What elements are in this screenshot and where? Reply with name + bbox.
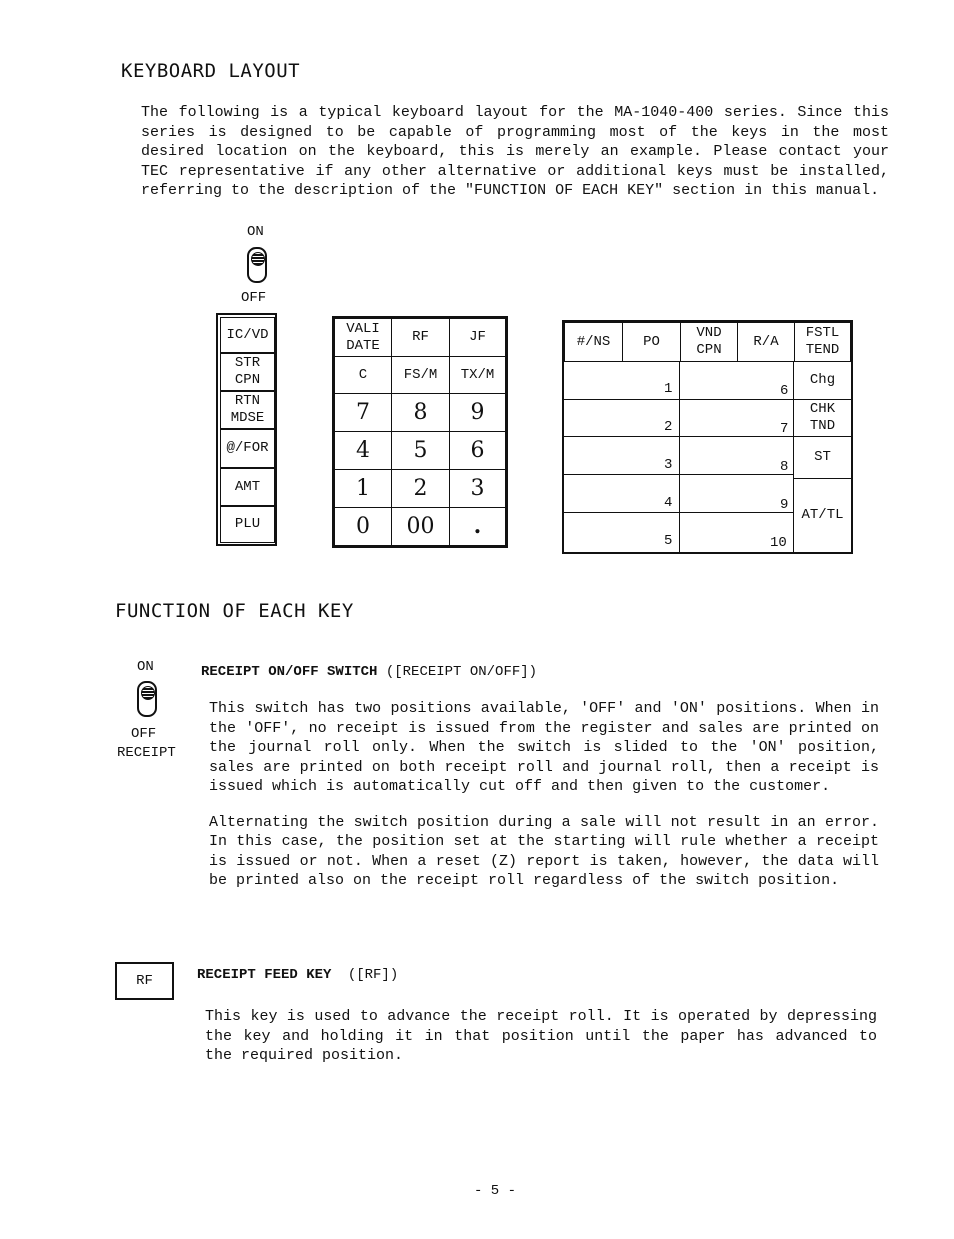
receipt-switch-description (209, 699, 879, 907)
intro-text: The following is a typical keyboard layout for the MA-1040-400 series. Since this series is designed to be capable of programming most of the keys in the most desired location on the keyboard, this is merely an example. Please contact your TEC representative if any other alternative or additional keys must be installed, referring to the description of the "FUNCTION OF EACH KEY" section in this manual. (141, 104, 889, 199)
divider-row3 (564, 474, 794, 475)
key-number-1[interactable]: 1 (664, 381, 673, 397)
layout-receipt-switch-icon (247, 247, 267, 283)
key-fs-m[interactable]: FS/M (391, 356, 450, 394)
key-decimal[interactable]: . (449, 507, 506, 546)
divider-row4 (564, 512, 794, 513)
key-rf[interactable]: RF (391, 318, 450, 357)
receipt-switch-receipt-label: RECEIPT (117, 745, 176, 761)
key-ns[interactable]: #/NS (564, 322, 623, 362)
key-plu[interactable]: PLU (220, 506, 275, 543)
divider-row2 (564, 436, 794, 437)
intro-paragraph (141, 103, 889, 217)
key-number-3[interactable]: 3 (664, 457, 673, 473)
receipt-switch-title-normal: ([RECEIPT ON/OFF]) (385, 664, 538, 680)
key-number-7[interactable]: 7 (780, 421, 789, 437)
key-c[interactable]: C (334, 356, 392, 394)
receipt-feed-para: This key is used to advance the receipt roll. It is operated by depressing the key and holding it in that position until the paper has advanced to the required position. (205, 1008, 877, 1064)
key-ic-vd[interactable]: IC/VD (220, 317, 275, 353)
key-str-cpn[interactable]: STR CPN (220, 353, 275, 391)
layout-switch-off-label: OFF (241, 290, 267, 306)
section-heading-keyboard-layout: KEYBOARD LAYOUT (121, 60, 301, 82)
key-0[interactable]: 0 (334, 507, 392, 546)
receipt-switch-title-bold: RECEIPT ON/OFF SWITCH (201, 664, 378, 680)
key-6[interactable]: 6 (449, 431, 506, 470)
key-st[interactable]: ST (794, 437, 851, 478)
page-number: - 5 - (474, 1183, 517, 1199)
key-4[interactable]: 4 (334, 431, 392, 470)
key-jf[interactable]: JF (449, 318, 506, 357)
key-amt[interactable]: AMT (220, 468, 275, 506)
divider-row1 (564, 399, 794, 400)
receipt-feed-description (205, 1007, 877, 1082)
receipt-switch-off-label: OFF (131, 726, 157, 742)
receipt-switch-on-label: ON (137, 659, 154, 675)
key-7[interactable]: 7 (334, 393, 392, 432)
key-number-10[interactable]: 10 (770, 535, 787, 551)
receipt-feed-title-normal: ([RF]) (347, 967, 399, 983)
key-vali-date[interactable]: VALI DATE (334, 318, 392, 357)
key-number-4[interactable]: 4 (664, 495, 673, 511)
receipt-feed-title (197, 967, 398, 983)
key-5[interactable]: 5 (391, 431, 450, 470)
key-fstl-tend[interactable]: FSTL TEND (794, 322, 851, 362)
section-heading-function-of-each-key: FUNCTION OF EACH KEY (115, 600, 354, 622)
key-tx-m[interactable]: TX/M (449, 356, 506, 394)
key-2[interactable]: 2 (391, 469, 450, 508)
key-number-8[interactable]: 8 (780, 459, 789, 475)
key-number-9[interactable]: 9 (780, 497, 789, 513)
key-3[interactable]: 3 (449, 469, 506, 508)
key-chk-tnd[interactable]: CHK TND (794, 400, 851, 436)
key-rtn-mdse[interactable]: RTN MDSE (220, 391, 275, 429)
right-keypad (562, 320, 853, 554)
receipt-feed-title-bold: RECEIPT FEED KEY (197, 967, 332, 983)
key-1[interactable]: 1 (334, 469, 392, 508)
key-vnd-cpn[interactable]: VND CPN (680, 322, 738, 362)
key-9[interactable]: 9 (449, 393, 506, 432)
key-at-tl[interactable]: AT/TL (794, 479, 851, 552)
key-number-5[interactable]: 5 (664, 533, 673, 549)
key-number-6[interactable]: 6 (780, 383, 789, 399)
key-8[interactable]: 8 (391, 393, 450, 432)
key-r-a[interactable]: R/A (737, 322, 795, 362)
receipt-switch-icon (137, 681, 157, 717)
key-00[interactable]: 00 (391, 507, 450, 546)
left-key-column (216, 313, 277, 546)
key-po[interactable]: PO (622, 322, 681, 362)
divider-col1 (679, 361, 680, 554)
key-at-for[interactable]: @/FOR (220, 429, 275, 468)
rf-key-illustration: RF (115, 962, 174, 1000)
receipt-switch-para-2: Alternating the switch position during a sale will not result in an error. In this case, the position set at the starting will rule whether a receipt is issued or not. When a reset (Z) report is taken, however, the data will be printed also on the receipt roll regardless of the switch position. (209, 813, 879, 889)
middle-keypad (332, 316, 508, 548)
key-chg[interactable]: Chg (794, 362, 851, 399)
receipt-switch-title (201, 664, 537, 680)
receipt-switch-para-1: This switch has two positions available, 'OFF' and 'ON' positions. When in the 'OFF', no receipt is issued from the register and sales are printed on the journal roll only. When the switch is slided to the 'ON' position, sales are printed on both receipt roll and journal roll, then a receipt is issued which is automatically cut off and then given to the customer. (209, 700, 879, 795)
key-number-2[interactable]: 2 (664, 419, 673, 435)
layout-switch-on-label: ON (247, 224, 264, 240)
